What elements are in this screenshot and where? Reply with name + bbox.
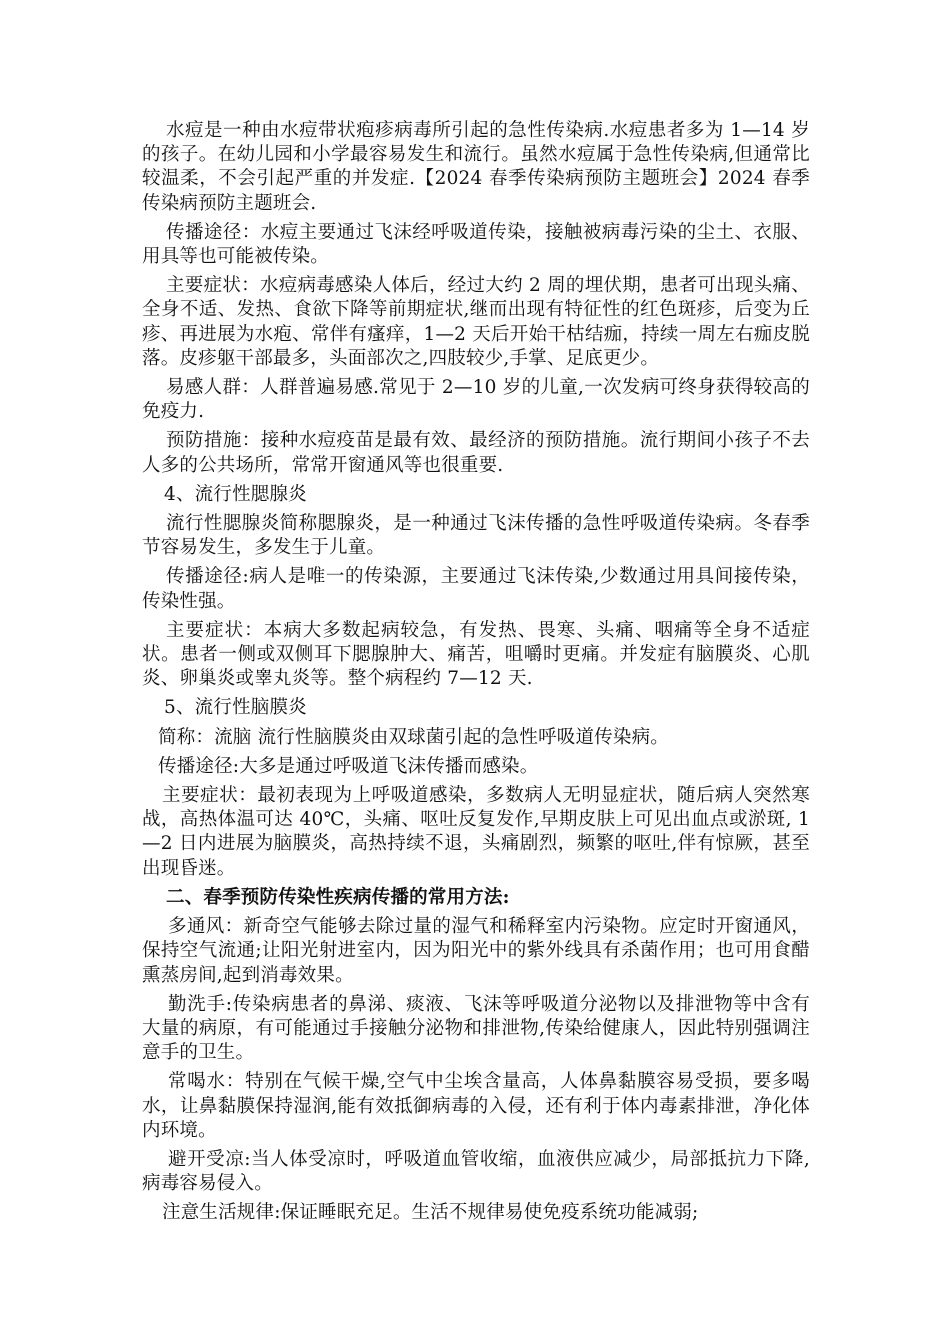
document-body — [142, 119, 810, 1231]
section-heading-prevention-methods: 二、春季预防传染性疾病传播的常用方法: — [166, 886, 510, 908]
paragraph-chickenpox-symptoms: 主要症状：水痘病毒感染人体后，经过大约 2 周的埋伏期，患者可出现头痛、全身不适、发热、食欲下降等前期症状,继而出现有特征性的红色斑疹，后变为丘疹、再进展为水疱、常伴有瘙痒，1—2 天后开始干枯结痂，持续一周左右痂皮脱落。皮疹躯干部最多，头面部次之,四肢较少,手掌、足底更少。 — [142, 275, 810, 369]
paragraph-mumps-transmission: 传播途径:病人是唯一的传染源，主要通过飞沫传染,少数通过用具间接传染，传染性强。 — [142, 566, 810, 612]
paragraph-mumps-intro: 流行性腮腺炎简称腮腺炎，是一种通过飞沫传播的急性呼吸道传染病。冬春季节容易发生，多发生于儿童。 — [142, 513, 810, 559]
paragraph-mumps-symptoms: 主要症状：本病大多数起病较急，有发热、畏寒、头痛、咽痛等全身不适症状。患者一侧或双侧耳下腮腺肿大、痛苦，咀嚼时更痛。并发症有脑膜炎、心肌炎、卵巢炎或睾丸炎等。整个病程约 7—12 天. — [142, 619, 810, 690]
paragraph-avoid-cold: 避开受凉:当人体受凉时，呼吸道血管收缩，血液供应减少，局部抵抗力下降,病毒容易侵入。 — [142, 1148, 810, 1195]
paragraph-handwashing: 勤洗手:传染病患者的鼻涕、痰液、飞沫等呼吸道分泌物以及排泄物等中含有大量的病原，有可能通过手接触分泌物和排泄物,传染给健康人，因此特别强调注意手的卫生。 — [142, 993, 810, 1064]
paragraph-meningitis-symptoms: 主要症状：最初表现为上呼吸道感染，多数病人无明显症状，随后病人突然寒战，高热体温可达 40℃，头痛、呕吐反复发作,早期皮肤上可见出血点或淤斑, 1—2 日内进展为脑膜炎，高热持续不退，头痛剧烈，频繁的呕吐,伴有惊厥，甚至出现昏迷。 — [142, 785, 810, 879]
paragraph-chickenpox-prevention: 预防措施：接种水痘疫苗是最有效、最经济的预防措施。流行期间小孩子不去人多的公共场所，常常开窗通风等也很重要. — [142, 430, 810, 476]
paragraph-chickenpox-susceptible: 易感人群：人群普遍易感.常见于 2—10 岁的儿童,一次发病可终身获得较高的免疫力. — [142, 377, 810, 423]
paragraph-meningitis-abbreviation: 简称：流脑 流行性脑膜炎由双球菌引起的急性呼吸道传染病。 — [158, 726, 669, 748]
paragraph-chickenpox-intro: 水痘是一种由水痘带状疱疹病毒所引起的急性传染病.水痘患者多为 1—14 岁的孩子。在幼儿园和小学最容易发生和流行。虽然水痘属于急性传染病,但通常比较温柔，不会引起严重的并发症.【2024 春季传染病预防主题班会】2024 春季传染病预防主题班会. — [142, 120, 810, 214]
section-heading-meningitis: 5、流行性脑膜炎 — [164, 697, 307, 719]
paragraph-meningitis-transmission: 传播途径:大多是通过呼吸道飞沫传播而感染。 — [158, 755, 539, 777]
section-heading-mumps: 4、流行性腮腺炎 — [164, 483, 307, 505]
paragraph-drink-water: 常喝水：特别在气候干燥,空气中尘埃含量高，人体鼻黏膜容易受损，要多喝水，让鼻黏膜保持湿润,能有效抵御病毒的入侵，还有利于体内毒素排泄，净化体内环境。 — [142, 1071, 810, 1141]
paragraph-ventilation: 多通风：新奇空气能够去除过量的湿气和稀释室内污染物。应定时开窗通风，保持空气流通;让阳光射进室内，因为阳光中的紫外线具有杀菌作用；也可用食醋熏蒸房间,起到消毒效果。 — [142, 916, 810, 986]
paragraph-regular-life: 注意生活规律:保证睡眠充足。生活不规律易使免疫系统功能减弱; — [162, 1202, 699, 1224]
paragraph-chickenpox-transmission: 传播途径：水痘主要通过飞沫经呼吸道传染，接触被病毒污染的尘土、衣服、用具等也可能被传染。 — [142, 221, 810, 268]
